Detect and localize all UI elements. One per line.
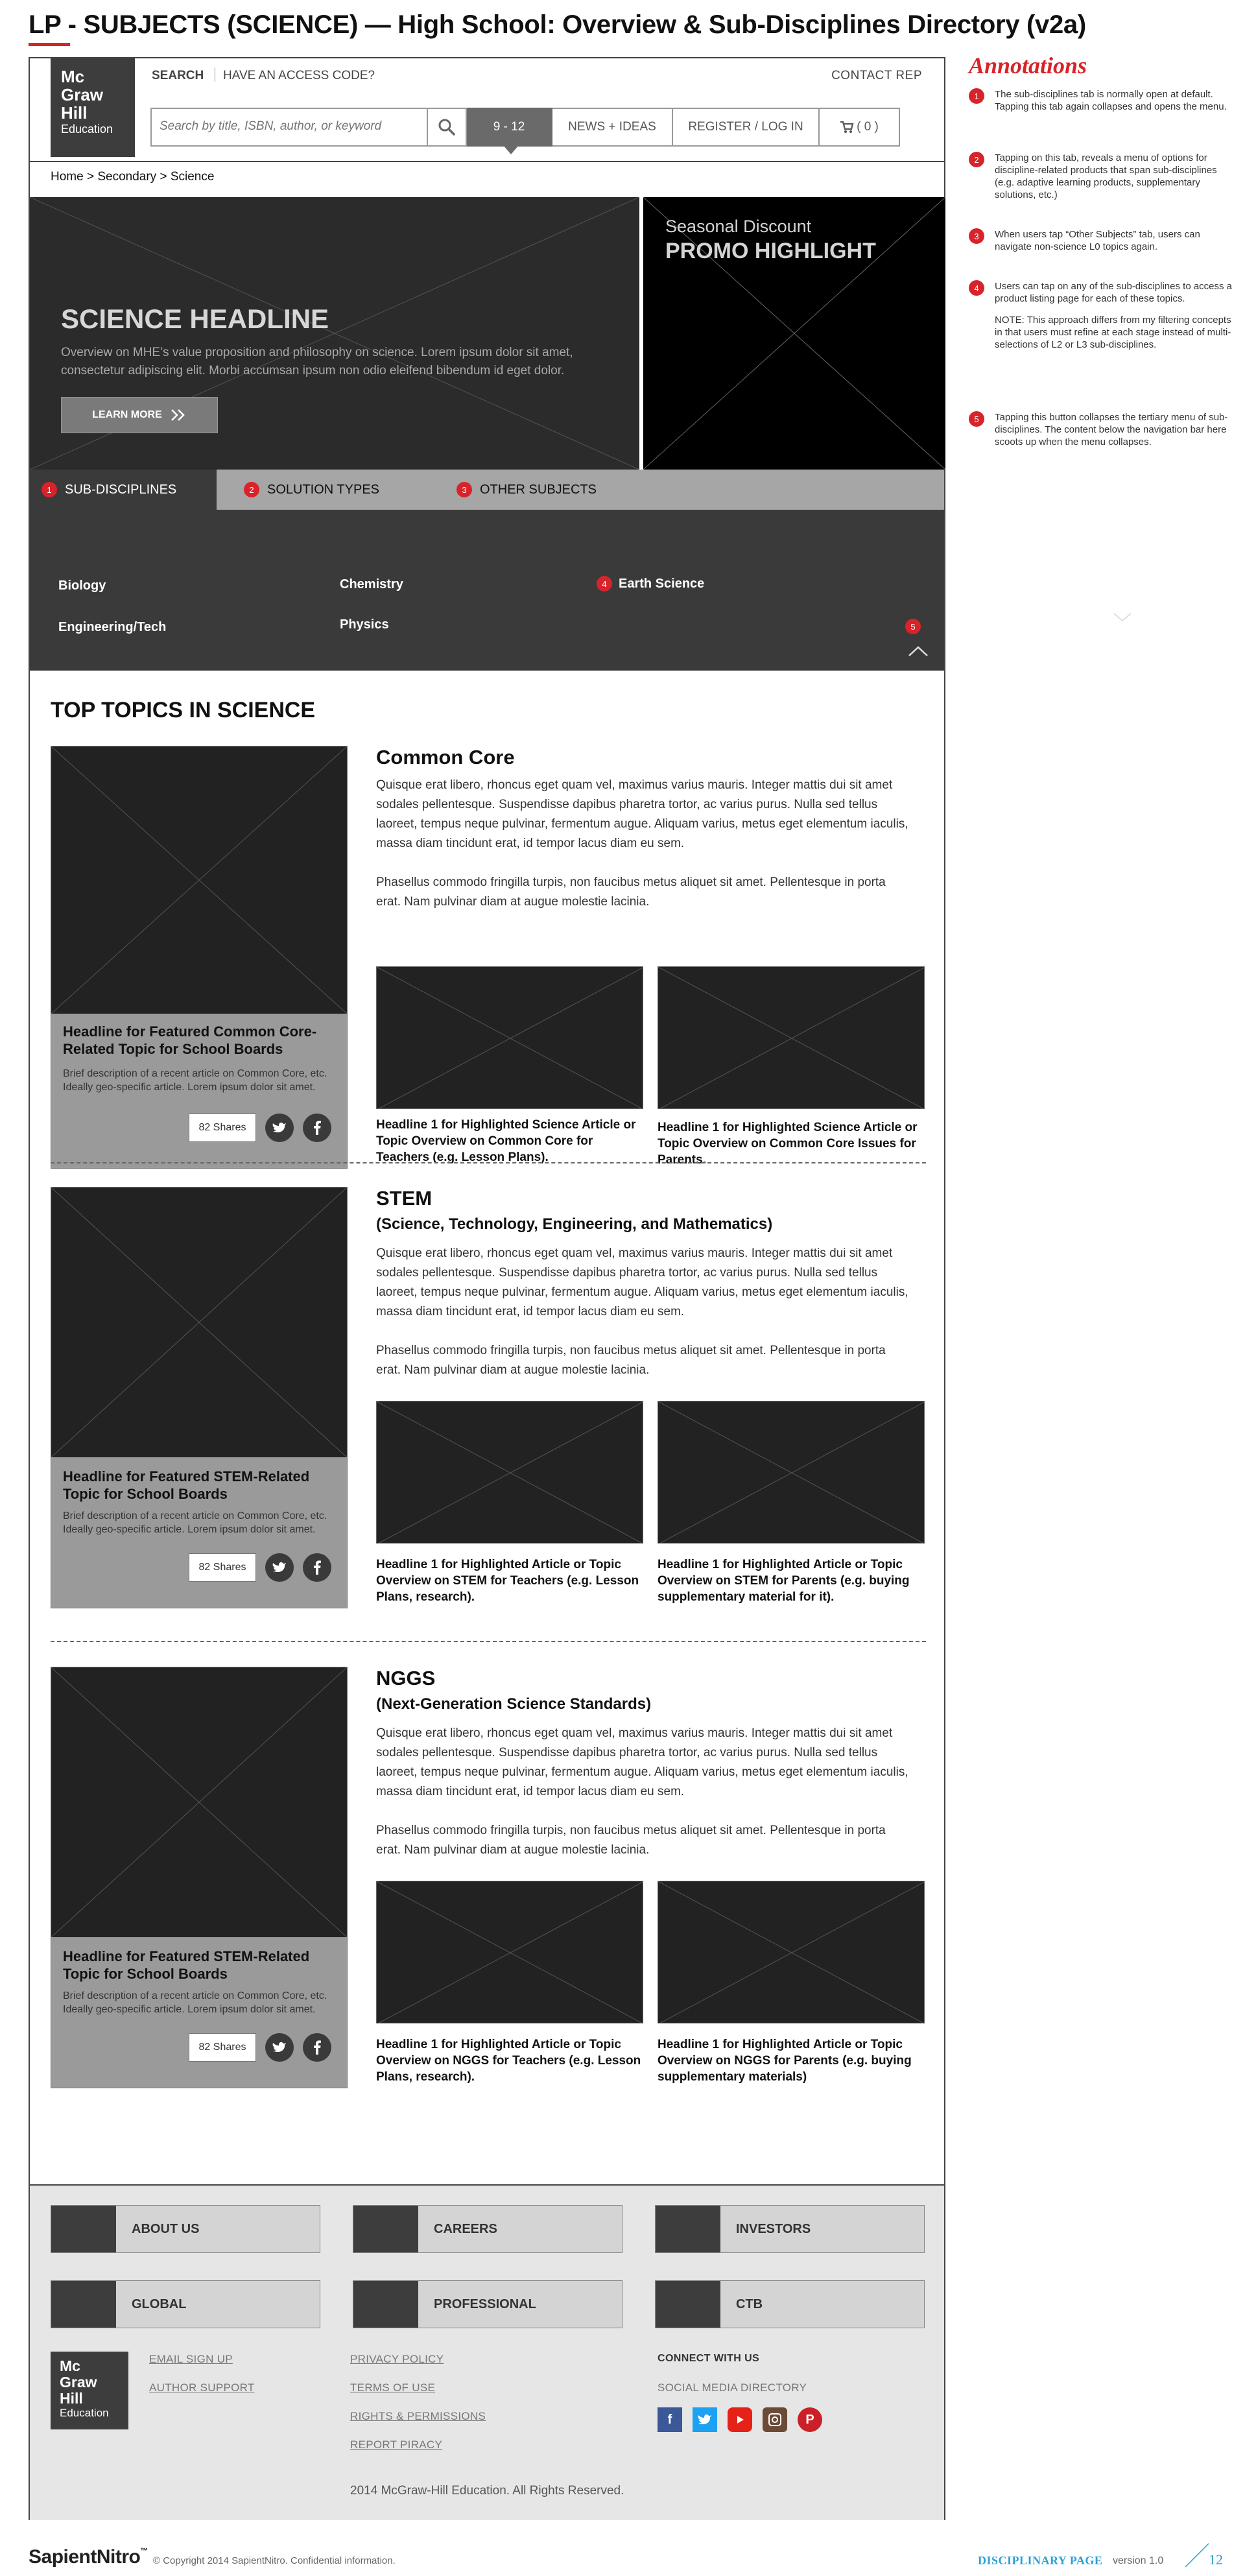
featured-article-card[interactable]	[51, 1667, 348, 2088]
topic-section-common-core	[51, 746, 926, 1174]
footer-box-swatch	[51, 2281, 116, 2328]
topic-paragraph: Phasellus commodo fringilla turpis, non faucibus metus aliquet sit amet. Pellentesque in porta erat. Nam pulvinar diam at augue molestie lacinia.	[376, 876, 886, 909]
nav-news-ideas[interactable]: NEWS + IDEAS	[552, 108, 673, 147]
topic-section-nggs	[51, 1667, 926, 2095]
brand-text: SapientNitro	[29, 2546, 141, 2568]
annotation-badge: 3	[969, 228, 984, 244]
facebook-share-button[interactable]	[303, 1114, 331, 1142]
tab-solution-types[interactable]	[244, 470, 379, 510]
image-placeholder-icon	[377, 1881, 643, 2023]
annotation-note: NOTE: This approach differs from my filtering concepts in that users must refine at each stage instead of multi-selections of L2 or L3 sub-disciplines.	[995, 315, 1231, 350]
share-count: 82 Shares	[189, 1114, 256, 1142]
site-footer	[30, 2184, 944, 2520]
featured-article-card[interactable]	[51, 746, 348, 1169]
highlight-caption[interactable]: Headline 1 for Highlighted Article or Topic Overview on STEM for Teachers (e.g. Lesson Plans, research).	[376, 1558, 639, 1604]
cart-count: ( 0 )	[857, 120, 879, 134]
promo-title: PROMO HIGHLIGHT	[665, 239, 876, 263]
page-slash-divider	[1184, 2542, 1210, 2568]
hero-banner	[30, 197, 639, 470]
annotation-badge: 1	[969, 88, 984, 104]
bottom-copyright: © Copyright 2014 SapientNitro. Confidential information.	[153, 2555, 396, 2566]
youtube-icon[interactable]	[728, 2407, 752, 2432]
featured-image	[51, 1667, 347, 1937]
featured-image	[51, 1187, 347, 1457]
featured-description: Brief description of a recent article on Common Core, etc. Ideally geo-specific article. Lorem ipsum dolor sit amet.	[63, 1990, 327, 2015]
hero-title: SCIENCE HEADLINE	[61, 304, 329, 334]
sub-discipline-physics[interactable]: Physics	[340, 617, 389, 632]
annotation-item	[969, 411, 1235, 448]
connect-heading: CONNECT WITH US	[658, 2353, 760, 2364]
annotation-badge: 1	[42, 482, 57, 497]
topic-title: STEM	[376, 1187, 433, 1210]
annotation-text: The sub-disciplines tab is normally open at default. Tapping this tab again collapses and opens the menu.	[995, 89, 1227, 112]
facebook-icon[interactable]: f	[658, 2407, 682, 2432]
annotation-item	[969, 88, 1235, 113]
topic-subtitle: (Next-Generation Science Standards)	[376, 1695, 652, 1713]
facebook-icon	[313, 1121, 321, 1135]
annotation-item	[969, 280, 1235, 351]
footer-box-label: CTB	[736, 2296, 763, 2311]
twitter-icon	[272, 2042, 287, 2053]
tab-other-subjects[interactable]	[456, 470, 597, 510]
featured-description: Brief description of a recent article on Common Core, etc. Ideally geo-specific article. Lorem ipsum dolor sit amet.	[63, 1510, 327, 1535]
twitter-icon	[272, 1122, 287, 1134]
footer-link-terms[interactable]: TERMS OF USE	[350, 2381, 436, 2394]
facebook-share-button[interactable]	[303, 1553, 331, 1582]
featured-article-card[interactable]	[51, 1187, 348, 1608]
facebook-share-button[interactable]	[303, 2033, 331, 2062]
learn-more-button[interactable]	[61, 397, 218, 433]
breadcrumb[interactable]: Home > Secondary > Science	[51, 170, 215, 184]
footer-professional[interactable]	[353, 2280, 622, 2328]
wireframe-frame	[29, 57, 945, 2520]
annotations-heading: Annotations	[969, 53, 1087, 78]
twitter-icon	[272, 1562, 287, 1573]
topic-title: NGGS	[376, 1667, 436, 1689]
search-icon	[438, 118, 456, 136]
image-placeholder-icon	[51, 1187, 347, 1457]
tab-sub-disciplines[interactable]	[30, 470, 217, 510]
footer-box-swatch	[353, 2206, 418, 2252]
share-count: 82 Shares	[189, 1553, 256, 1582]
access-code-link[interactable]: HAVE AN ACCESS CODE?	[223, 69, 375, 82]
search-box	[150, 108, 467, 147]
highlight-thumb-parents[interactable]	[658, 966, 925, 1109]
sub-discipline-label: Earth Science	[619, 576, 705, 591]
footer-box-swatch	[51, 2206, 116, 2252]
learn-more-label: LEARN MORE	[92, 409, 162, 420]
twitter-share-button[interactable]	[265, 1114, 294, 1142]
footer-box-swatch	[656, 2206, 720, 2252]
sub-discipline-engineering[interactable]: Engineering/Tech	[58, 620, 167, 634]
highlight-thumb-teachers[interactable]	[376, 1881, 643, 2023]
footer-box-label: INVESTORS	[736, 2221, 811, 2236]
annotation-text: Tapping this button collapses the tertiary menu of sub-disciplines. The content below the navigation bar here scoots up when the menu collapses.	[995, 412, 1228, 447]
footer-box-label: PROFESSIONAL	[434, 2296, 536, 2311]
double-chevron-right-icon	[170, 408, 187, 422]
twitter-icon[interactable]	[693, 2407, 717, 2432]
logo-text: Education	[60, 2407, 109, 2419]
highlight-thumb-teachers[interactable]	[376, 966, 643, 1109]
annotation-badge: 2	[969, 152, 984, 167]
nav-register-login[interactable]: REGISTER / LOG IN	[673, 108, 820, 147]
sub-disciplines-menu	[30, 510, 944, 671]
hero-description: Overview on MHE’s value proposition and philosophy on science. Lorem ipsum dolor sit amet, consectetur adipiscing elit. Morbi accumsan ipsum non odio eleifend bibendum id eget dolor.	[61, 346, 573, 377]
instagram-icon[interactable]	[763, 2407, 787, 2432]
topic-title: Common Core	[376, 746, 515, 769]
chevron-up-icon	[907, 645, 929, 658]
mcgraw-hill-logo[interactable]	[51, 58, 135, 157]
logo-text: Graw	[60, 2374, 97, 2391]
search-input[interactable]	[152, 109, 424, 144]
twitter-share-button[interactable]	[265, 2033, 294, 2062]
footer-box-label: CAREERS	[434, 2221, 497, 2236]
footer-logo[interactable]	[51, 2352, 128, 2429]
logo-text: Graw	[61, 85, 104, 104]
promo-highlight[interactable]	[643, 197, 945, 470]
topic-paragraph: Quisque erat libero, rhoncus eget quam vel, maximus varius mauris. Integer mattis dui sit amet sodales pellentesque. Suspendisse dapibus pharetra tortor, ac varius purus. Nulla sed tellus laoreet, tempus neque pulvinar, fermentum augue. Aliquam varius, metus eget elementum iaculis, massa diam tincidunt erat, id tempor lacus diam eu sem.	[376, 778, 908, 850]
annotation-text: Tapping on this tab, reveals a menu of options for discipline-related products that span sub-disciplines (e.g. adaptive learning products, supplementary solutions, etc.)	[995, 152, 1217, 200]
image-placeholder-icon	[658, 1881, 925, 2023]
highlight-caption[interactable]: Headline 1 for Highlighted Science Article or Topic Overview on Common Core Issues for Parents.	[658, 1121, 918, 1167]
footer-box-swatch	[353, 2281, 418, 2328]
tab-label: SUB-DISCIPLINES	[65, 482, 177, 497]
featured-headline: Headline for Featured STEM-Related Topic for School Boards	[63, 1468, 310, 1502]
annotation-badge: 4	[597, 576, 612, 591]
top-topics-heading: TOP TOPICS IN SCIENCE	[51, 698, 316, 722]
main-nav	[467, 108, 900, 147]
topic-paragraph: Quisque erat libero, rhoncus eget quam vel, maximus varius mauris. Integer mattis dui sit amet sodales pellentesque. Suspendisse dapibus pharetra tortor, ac varius purus. Nulla sed tellus laoreet, tempus neque pulvinar, fermentum augue. Aliquam varius, metus eget elementum iaculis, massa diam tincidunt erat, id tempor lacus diam eu sem.	[376, 1246, 908, 1318]
header-rule	[30, 161, 944, 162]
cart-icon	[840, 121, 854, 134]
twitter-share-button[interactable]	[265, 1553, 294, 1582]
topic-section-stem	[51, 1187, 926, 1615]
featured-image	[51, 746, 347, 1014]
annotation-badge: 5	[905, 619, 921, 634]
logo-text: Mc	[60, 2357, 80, 2374]
footer-global[interactable]	[51, 2280, 320, 2328]
featured-headline: Headline for Featured Common Core-Related Topic for School Boards	[63, 1023, 317, 1057]
logo-text: Education	[61, 123, 113, 136]
sub-discipline-chemistry[interactable]: Chemistry	[340, 577, 403, 591]
footer-investors[interactable]	[655, 2205, 925, 2253]
footer-link-author-support[interactable]: AUTHOR SUPPORT	[149, 2381, 255, 2394]
annotation-text: Users can tap on any of the sub-disciplines to access a product listing page for each of these topics.	[995, 281, 1233, 304]
featured-description: Brief description of a recent article on Common Core, etc. Ideally geo-specific article. Lorem ipsum dolor sit amet.	[63, 1068, 327, 1093]
annotation-item	[969, 228, 1235, 253]
footer-box-swatch	[656, 2281, 720, 2328]
facebook-icon	[313, 1560, 321, 1575]
highlight-caption[interactable]: Headline 1 for Highlighted Science Article or Topic Overview on Common Core for Teachers (e.g. Lesson Plans).	[376, 1118, 636, 1164]
footer-box-label: ABOUT US	[132, 2221, 200, 2236]
social-media-directory-link[interactable]: SOCIAL MEDIA DIRECTORY	[658, 2381, 807, 2394]
highlight-caption[interactable]: Headline 1 for Highlighted Article or Topic Overview on NGGS for Parents (e.g. buying supplementary materials)	[658, 2038, 912, 2084]
annotation-badge: 5	[969, 411, 984, 427]
subject-tabs	[30, 470, 944, 510]
annotation-badge: 3	[456, 482, 472, 497]
section-divider	[51, 1162, 926, 1163]
topic-paragraph: Phasellus commodo fringilla turpis, non faucibus metus aliquet sit amet. Pellentesque in porta erat. Nam pulvinar diam at augue molestie lacinia.	[376, 1344, 886, 1377]
footer-about-us[interactable]	[51, 2205, 320, 2253]
highlight-caption[interactable]: Headline 1 for Highlighted Article or Topic Overview on STEM for Parents (e.g. buying supplementary material for it).	[658, 1558, 910, 1604]
highlight-thumb-teachers[interactable]	[376, 1401, 643, 1544]
annotation-badge: 4	[969, 280, 984, 296]
annotation-text: When users tap “Other Subjects” tab, users can navigate non-science L0 topics again.	[995, 229, 1200, 252]
search-button[interactable]	[427, 109, 466, 145]
nav-grade-9-12[interactable]: 9 - 12	[467, 108, 552, 147]
logo-text: Mc	[61, 67, 85, 86]
footer-link-piracy[interactable]: REPORT PIRACY	[350, 2439, 443, 2451]
tab-label: OTHER SUBJECTS	[480, 482, 597, 497]
promo-kicker: Seasonal Discount	[665, 217, 812, 236]
sapientnitro-logo: SapientNitro™	[29, 2546, 148, 2568]
facebook-icon	[313, 2040, 321, 2055]
sub-discipline-earth-science[interactable]	[597, 576, 704, 591]
page-label: DISCIPLINARY PAGE	[978, 2554, 1103, 2567]
topic-paragraph: Phasellus commodo fringilla turpis, non faucibus metus aliquet sit amet. Pellentesque in porta erat. Nam pulvinar diam at augue molestie lacinia.	[376, 1824, 886, 1857]
annotation-badge: 2	[244, 482, 259, 497]
featured-headline: Headline for Featured STEM-Related Topic for School Boards	[63, 1948, 310, 1982]
topic-subtitle: (Science, Technology, Engineering, and Mathematics)	[376, 1215, 773, 1233]
title-underline	[29, 43, 70, 46]
pinterest-icon[interactable]: P	[798, 2407, 822, 2432]
annotation-item	[969, 152, 1235, 201]
search-link[interactable]: SEARCH	[152, 69, 204, 82]
footer-careers[interactable]	[353, 2205, 622, 2253]
logo-text: Hill	[61, 103, 88, 123]
version-label: version 1.0	[1113, 2555, 1164, 2566]
chevron-down-icon	[1113, 612, 1132, 623]
image-placeholder-icon	[51, 1667, 347, 1937]
highlight-caption[interactable]: Headline 1 for Highlighted Article or Topic Overview on NGGS for Teachers (e.g. Lesson Plans, research).	[376, 2038, 641, 2084]
document-title: LP - SUBJECTS (SCIENCE) — High School: Overview & Sub-Disciplines Directory (v2a)	[29, 10, 1086, 39]
image-placeholder-icon	[658, 1401, 925, 1544]
footer-ctb[interactable]	[655, 2280, 925, 2328]
image-placeholder-icon	[51, 746, 347, 1014]
image-placeholder-icon	[377, 1401, 643, 1544]
image-placeholder-icon	[377, 967, 643, 1109]
tab-label: SOLUTION TYPES	[267, 482, 380, 497]
footer-link-rights[interactable]: RIGHTS & PERMISSIONS	[350, 2410, 486, 2422]
footer-link-email-signup[interactable]: EMAIL SIGN UP	[149, 2353, 233, 2365]
contact-rep-link[interactable]: CONTACT REP	[831, 69, 922, 82]
sub-discipline-biology[interactable]: Biology	[58, 578, 106, 593]
cart-button[interactable]	[820, 108, 900, 147]
highlight-thumb-parents[interactable]	[658, 1881, 925, 2023]
footer-box-label: GLOBAL	[132, 2296, 187, 2311]
footer-copyright: 2014 McGraw-Hill Education. All Rights Reserved.	[350, 2484, 624, 2498]
image-placeholder-icon	[643, 197, 945, 470]
share-count: 82 Shares	[189, 2033, 256, 2062]
section-divider	[51, 1641, 926, 1642]
collapse-menu-button[interactable]	[905, 639, 931, 663]
topic-paragraph: Quisque erat libero, rhoncus eget quam vel, maximus varius mauris. Integer mattis dui sit amet sodales pellentesque. Suspendisse dapibus pharetra tortor, ac varius purus. Nulla sed tellus laoreet, tempus neque pulvinar, fermentum augue. Aliquam varius, metus eget elementum iaculis, massa diam tincidunt erat, id tempor lacus diam eu sem.	[376, 1726, 908, 1798]
image-placeholder-icon	[658, 967, 925, 1109]
highlight-thumb-parents[interactable]	[658, 1401, 925, 1544]
footer-link-privacy[interactable]: PRIVACY POLICY	[350, 2353, 444, 2365]
page-number: 12	[1209, 2551, 1223, 2568]
logo-text: Hill	[60, 2390, 83, 2407]
